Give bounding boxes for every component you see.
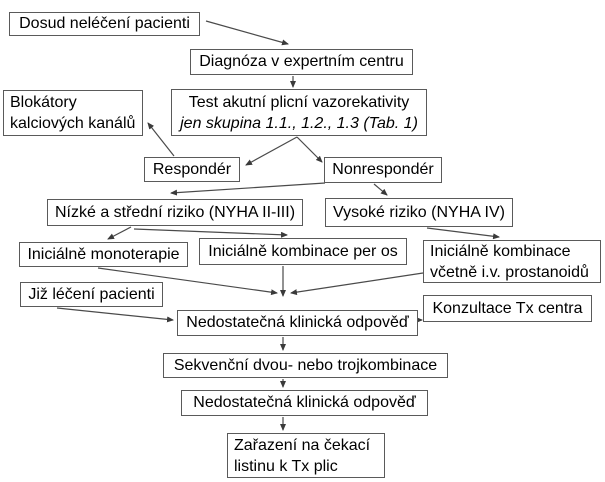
node-inicialne-kombinace-per-os [199,238,407,265]
node-responder [144,157,240,182]
node-label-line2: kalciových kanálů [10,115,136,132]
node-label: Respondér [152,160,232,178]
node-nizke-stredni-riziko [47,199,303,226]
node-label: Konzultace Tx centra [432,299,583,317]
node-label: Iniciálně kombinace per os [208,242,398,260]
node-label: Sekvenční dvou- nebo trojkombinace [173,356,438,374]
node-label: Již léčení pacienti [28,285,155,303]
node-nedostatecna-odpoved-2 [181,390,428,416]
node-label: Nedostatečná klinická odpověď [186,314,409,331]
node-label-line1: Test akutní plicní vazorekativity [188,93,410,111]
node-label: Vysoké riziko (NYHA IV) [333,203,505,221]
node-label: Iniciálně monoterapie [27,245,180,263]
node-nedostatecna-odpoved-1 [177,310,418,336]
node-label: Diagnóza v expertním centru [199,53,404,70]
node-dosud-nelecini-pacienti [9,12,200,36]
arrow-kombinace-prostanoidy-to-junction [291,273,423,293]
arrow-vysoke-to-kombinace-prostanoidy [427,228,499,237]
node-zarazeni-cekaci-listina [227,433,385,478]
node-nonresponder [324,157,442,183]
arrow-test-to-responder [246,137,297,165]
node-blokatory-kalciovych-kanalu [3,90,143,136]
node-label-line1: Iniciálně kombinace [430,242,571,260]
node-vysoke-riziko [325,198,513,227]
node-sekvencni-kombinace [163,353,448,378]
arrow-dosud-to-diagnoza [206,21,288,44]
node-inicialne-kombinace-prostanoidy [423,240,601,283]
node-label: Dosud neléčení pacienti [19,15,190,32]
node-label-line1: Zařazení na čekací [234,436,371,454]
arrow-nonresponder-to-vysoke [374,184,387,195]
arrow-nizke-to-monoterapie [108,227,131,239]
node-konzultace-tx-centra [423,295,592,322]
node-inicialne-monoterapie [19,242,188,267]
node-test-vazoreaktivity [171,89,427,136]
arrow-test-to-nonresponder [297,137,322,162]
node-label-line1: Blokátory [10,94,77,111]
node-diagnoza-expertni-centrum [190,49,413,75]
node-label-line2: včetně i.v. prostanoidů [430,263,589,281]
node-label: Nonrespondér [332,161,434,178]
node-label-line2: jen skupina 1.1., 1.2., 1.3 (Tab. 1) [180,114,418,132]
arrow-nizke-to-kombinace-peros [134,229,287,235]
arrow-nonresponder-to-nizke [171,183,325,193]
arrow-jiz-leceni-to-nedostatecna1 [57,308,173,320]
node-label-line2: listinu k Tx plic [234,457,338,475]
node-label: Nízké a střední riziko (NYHA II-III) [54,203,296,221]
node-label: Nedostatečná klinická odpověď [193,394,416,411]
node-jiz-leceni-pacienti [20,282,163,307]
